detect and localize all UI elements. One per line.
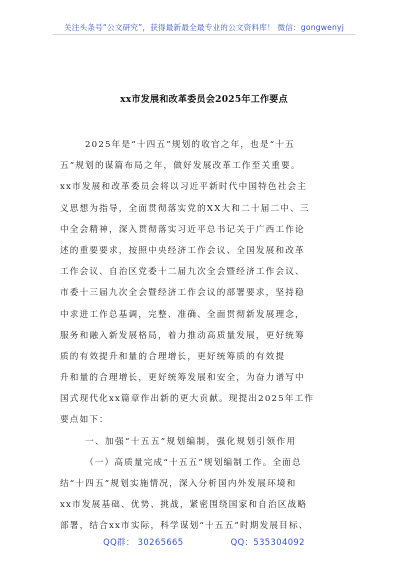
- qq-group-number: QQ群： 30265665: [103, 537, 184, 547]
- promo-banner: 关注头条号“公文研究”，获得最新最全最专业的公文资料库！ 微信：gongwenyj: [63, 23, 345, 32]
- body-line: 工作会议、自治区党委十二届九次全会暨经济工作会议、: [60, 267, 305, 278]
- body-line: 国式现代化xx篇章作出新的更大贡献。现提出2025年工作: [60, 394, 315, 405]
- body-line: 市委十三届九次全会暨经济工作会议的部署要求，坚持稳: [60, 288, 305, 299]
- body-line: 义思想为指导，全面贯彻落实党的XX大和二十届二中、三: [60, 203, 310, 214]
- body-line: （一）高质量完成“十五五”规划编制工作。全面总: [85, 457, 302, 468]
- body-line: 中全会精神，深入贯彻落实习近平总书记关于广西工作论: [60, 224, 305, 235]
- qq-number: QQ：535304092: [230, 537, 305, 547]
- body-line: 要点如下：: [60, 415, 109, 426]
- document-title: xx市发展和改革委员会2025年工作要点: [120, 95, 288, 105]
- body-line: 部署，结合xx市实际，科学谋划“十五五”时期发展目标、: [60, 521, 309, 532]
- body-line: 质的有效提升和量的合理增长，更好统筹质的有效提: [60, 351, 286, 362]
- body-line: 五”规划的谋篇布局之年，做好发展改革工作至关重要。: [60, 161, 301, 172]
- body-line: 2025年是“十四五”规划的收官之年，也是“十五: [85, 140, 295, 150]
- body-line: 中求进工作总基调，完整、准确、全面贯彻新发展理念，: [60, 309, 305, 320]
- contact-footer: [0, 536, 408, 548]
- document-body: [60, 135, 350, 538]
- body-line: 服务和融入新发展格局，着力推动高质量发展，更好统筹: [60, 330, 305, 341]
- section-heading: 一、加强“十五五”规划编制，强化规划引领作用: [85, 436, 297, 447]
- body-line: 述的重要要求，按照中央经济工作会议、全国发展和改革: [60, 245, 305, 256]
- body-line: xx市发展和改革委员会将以习近平新时代中国特色社会主: [60, 182, 308, 193]
- body-line: xx市发展基础、优势、挑战，紧密围绕国家和自治区战略: [60, 500, 308, 511]
- header-divider: [52, 34, 356, 35]
- body-line: 结“十四五”规划实施情况，深入分析国内外发展环境和: [60, 479, 297, 489]
- body-line: 升和量的合理增长，更好统筹发展和安全，为奋力谱写中: [60, 373, 305, 384]
